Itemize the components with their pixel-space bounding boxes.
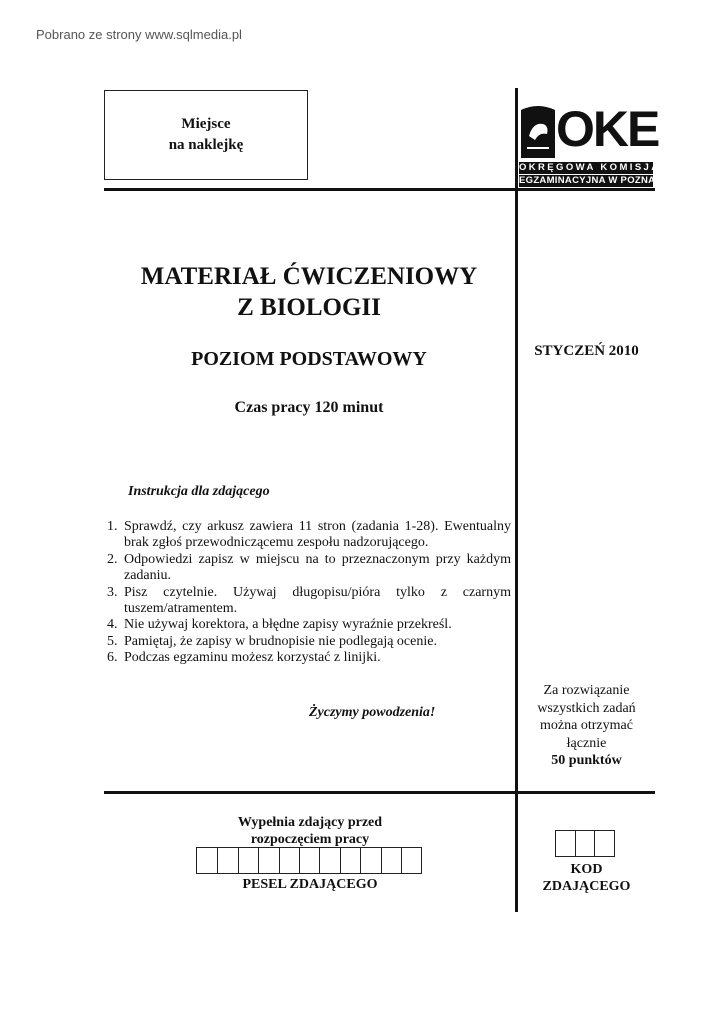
instruction-item: 4. Nie używaj korektora, a błędne zapisy wyraźnie przekreśl. [107, 617, 452, 633]
pesel-digit-box[interactable] [340, 848, 360, 873]
pesel-digit-box[interactable] [217, 848, 237, 873]
pesel-digit-box[interactable] [238, 848, 258, 873]
points-info [518, 682, 655, 770]
kod-digit-box[interactable] [594, 831, 614, 856]
exam-title-line-1: MATERIAŁ ĆWICZENIOWY [140, 263, 478, 290]
sticker-line-1: Miejsce [181, 116, 231, 132]
instructions-list [107, 519, 511, 667]
pesel-input[interactable] [196, 847, 422, 874]
points-line-3: można otrzymać [540, 718, 633, 733]
fill-line-1: Wypełnia zdający przed [237, 815, 383, 830]
top-divider [104, 188, 655, 191]
pesel-digit-box[interactable] [401, 848, 421, 873]
vertical-divider [515, 88, 518, 912]
logo-word: OKE [556, 101, 659, 157]
source-note: Pobrano ze strony www.sqlmedia.pl [36, 27, 242, 42]
kod-digit-box[interactable] [556, 831, 575, 856]
logo-caption-line-2: EGZAMINACYJNA W POZNANIU [519, 175, 673, 186]
exam-time: Czas pracy 120 minut [234, 399, 384, 416]
kod-label [518, 861, 655, 895]
sticker-placeholder [104, 90, 308, 180]
instruction-item: 6. Podczas egzaminu możesz korzystać z linijki. [107, 650, 381, 666]
sticker-line-2: na naklejkę [168, 137, 244, 153]
pesel-digit-box[interactable] [258, 848, 278, 873]
instruction-item: 3. Pisz czytelnie. Używaj długopisu/pióra tylko z czarnym tuszem/atramentem. [107, 584, 511, 617]
instruction-item: 2. Odpowiedzi zapisz w miejscu na to przeznaczonym przy każdym zadaniu. [107, 551, 511, 584]
pesel-label: PESEL ZDAJĄCEGO [242, 877, 378, 892]
logo-caption-line-1: OKRĘGOWA KOMISJA [519, 162, 661, 173]
exam-level: POZIOM PODSTAWOWY [191, 348, 427, 370]
points-line-1: Za rozwiązanie [543, 683, 630, 698]
exam-date: STYCZEŃ 2010 [534, 343, 639, 359]
fill-line-2: rozpoczęciem pracy [250, 832, 370, 847]
exam-title [104, 261, 514, 323]
bottom-divider [104, 791, 655, 794]
instruction-item: 5. Pamiętaj, że zapisy w brudnopisie nie podlegają ocenie. [107, 633, 437, 649]
pesel-digit-box[interactable] [279, 848, 299, 873]
oke-emblem-icon [519, 104, 557, 159]
kod-input[interactable] [555, 830, 615, 857]
instruction-item: 1. Sprawdź, czy arkusz zawiera 11 stron (zadania 1-28). Ewentualny brak zgłoś przewodniczącemu zespołu nadzorującego. [107, 519, 511, 551]
pesel-digit-box[interactable] [381, 848, 401, 873]
pesel-digit-box[interactable] [299, 848, 319, 873]
pesel-digit-box[interactable] [197, 848, 217, 873]
instructions-heading: Instrukcja dla zdającego [128, 484, 270, 499]
points-line-4: łącznie [566, 735, 607, 751]
points-total: 50 punktów [551, 753, 622, 768]
exam-title-line-2: Z BIOLOGII [237, 294, 381, 321]
kod-digit-box[interactable] [575, 831, 595, 856]
pesel-digit-box[interactable] [360, 848, 380, 873]
fill-instruction [200, 814, 420, 848]
good-luck-note: Życzymy powodzenia! [309, 705, 436, 720]
points-line-2: wszystkich zadań [537, 700, 636, 716]
kod-label-line-2: ZDAJĄCEGO [542, 879, 631, 894]
pesel-digit-box[interactable] [319, 848, 339, 873]
kod-label-line-1: KOD [570, 862, 603, 877]
